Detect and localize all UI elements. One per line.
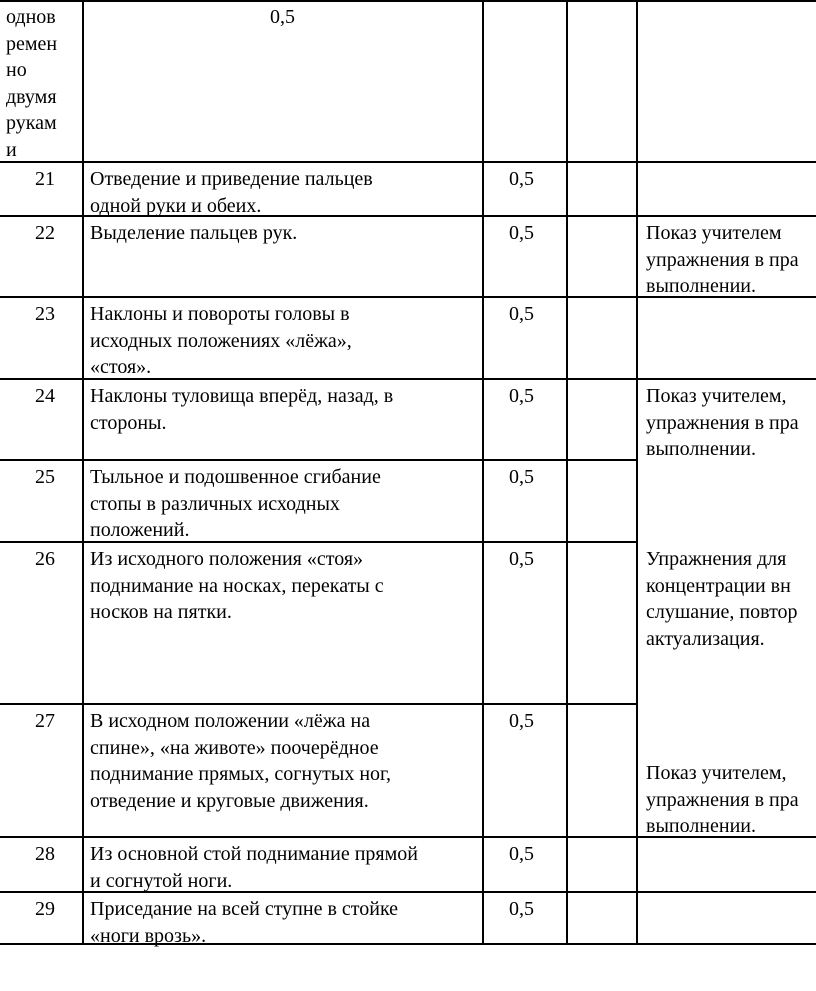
row-exercise: Наклоны туловища вперёд, назад, в стороны. [90,385,394,434]
row-exercise: Наклоны и повороты головы в исходных положениях «лёжа», «стоя». [90,303,352,378]
row-note: Показ учителем упражнения в пра выполнении. [646,222,799,297]
row-number: 22 [35,222,55,244]
top-row-label: однов ремен но двумя рукам и [6,6,58,161]
row-number: 27 [35,710,55,732]
column-border [636,0,638,944]
row-value: 0,5 [509,303,534,325]
row-note: Показ учителем, упражнения в пра выполнении. [646,385,799,460]
row-note: Показ учителем, упражнения в пра выполнении. [646,762,799,837]
row-border [0,459,636,461]
column-border [482,0,484,944]
row-border [0,161,816,163]
row-border [0,703,636,705]
row-exercise: Приседание на всей ступне в стойке «ноги врозь». [90,898,399,947]
row-number: 25 [35,466,55,488]
row-value: 0,5 [509,385,534,407]
row-number: 28 [35,843,55,865]
row-value: 0,5 [509,710,534,732]
row-number: 29 [35,898,55,920]
row-exercise: В исходном положении «лёжа на спине», «на животе» поочерёдное поднимание прямых, согнутых ног, отведение и круговые движения. [90,710,391,812]
row-value: 0,5 [509,168,534,190]
row-note: Упражнения для концентрации вн слушание, повтор актуализация. [646,548,798,650]
row-exercise: Выделение пальцев рук. [90,222,298,244]
row-exercise: Из исходного положения «стоя» поднимание на носках, перекаты с носков на пятки. [90,548,384,623]
column-border [82,0,84,944]
row-number: 21 [35,168,55,190]
row-exercise: Из основной стой поднимание прямой и согнутой ноги. [90,843,418,892]
top-row-value: 0,5 [270,6,295,28]
row-border [0,0,816,2]
row-number: 24 [35,385,55,407]
row-value: 0,5 [509,843,534,865]
row-number: 23 [35,303,55,325]
row-value: 0,5 [509,548,534,570]
row-number: 26 [35,548,55,570]
row-value: 0,5 [509,222,534,244]
row-value: 0,5 [509,466,534,488]
row-value: 0,5 [509,898,534,920]
row-exercise: Тыльное и подошвенное сгибание стопы в различных исходных положений. [90,466,381,541]
column-border [566,0,568,944]
row-exercise: Отведение и приведение пальцев одной руки и обеих. [90,168,373,217]
